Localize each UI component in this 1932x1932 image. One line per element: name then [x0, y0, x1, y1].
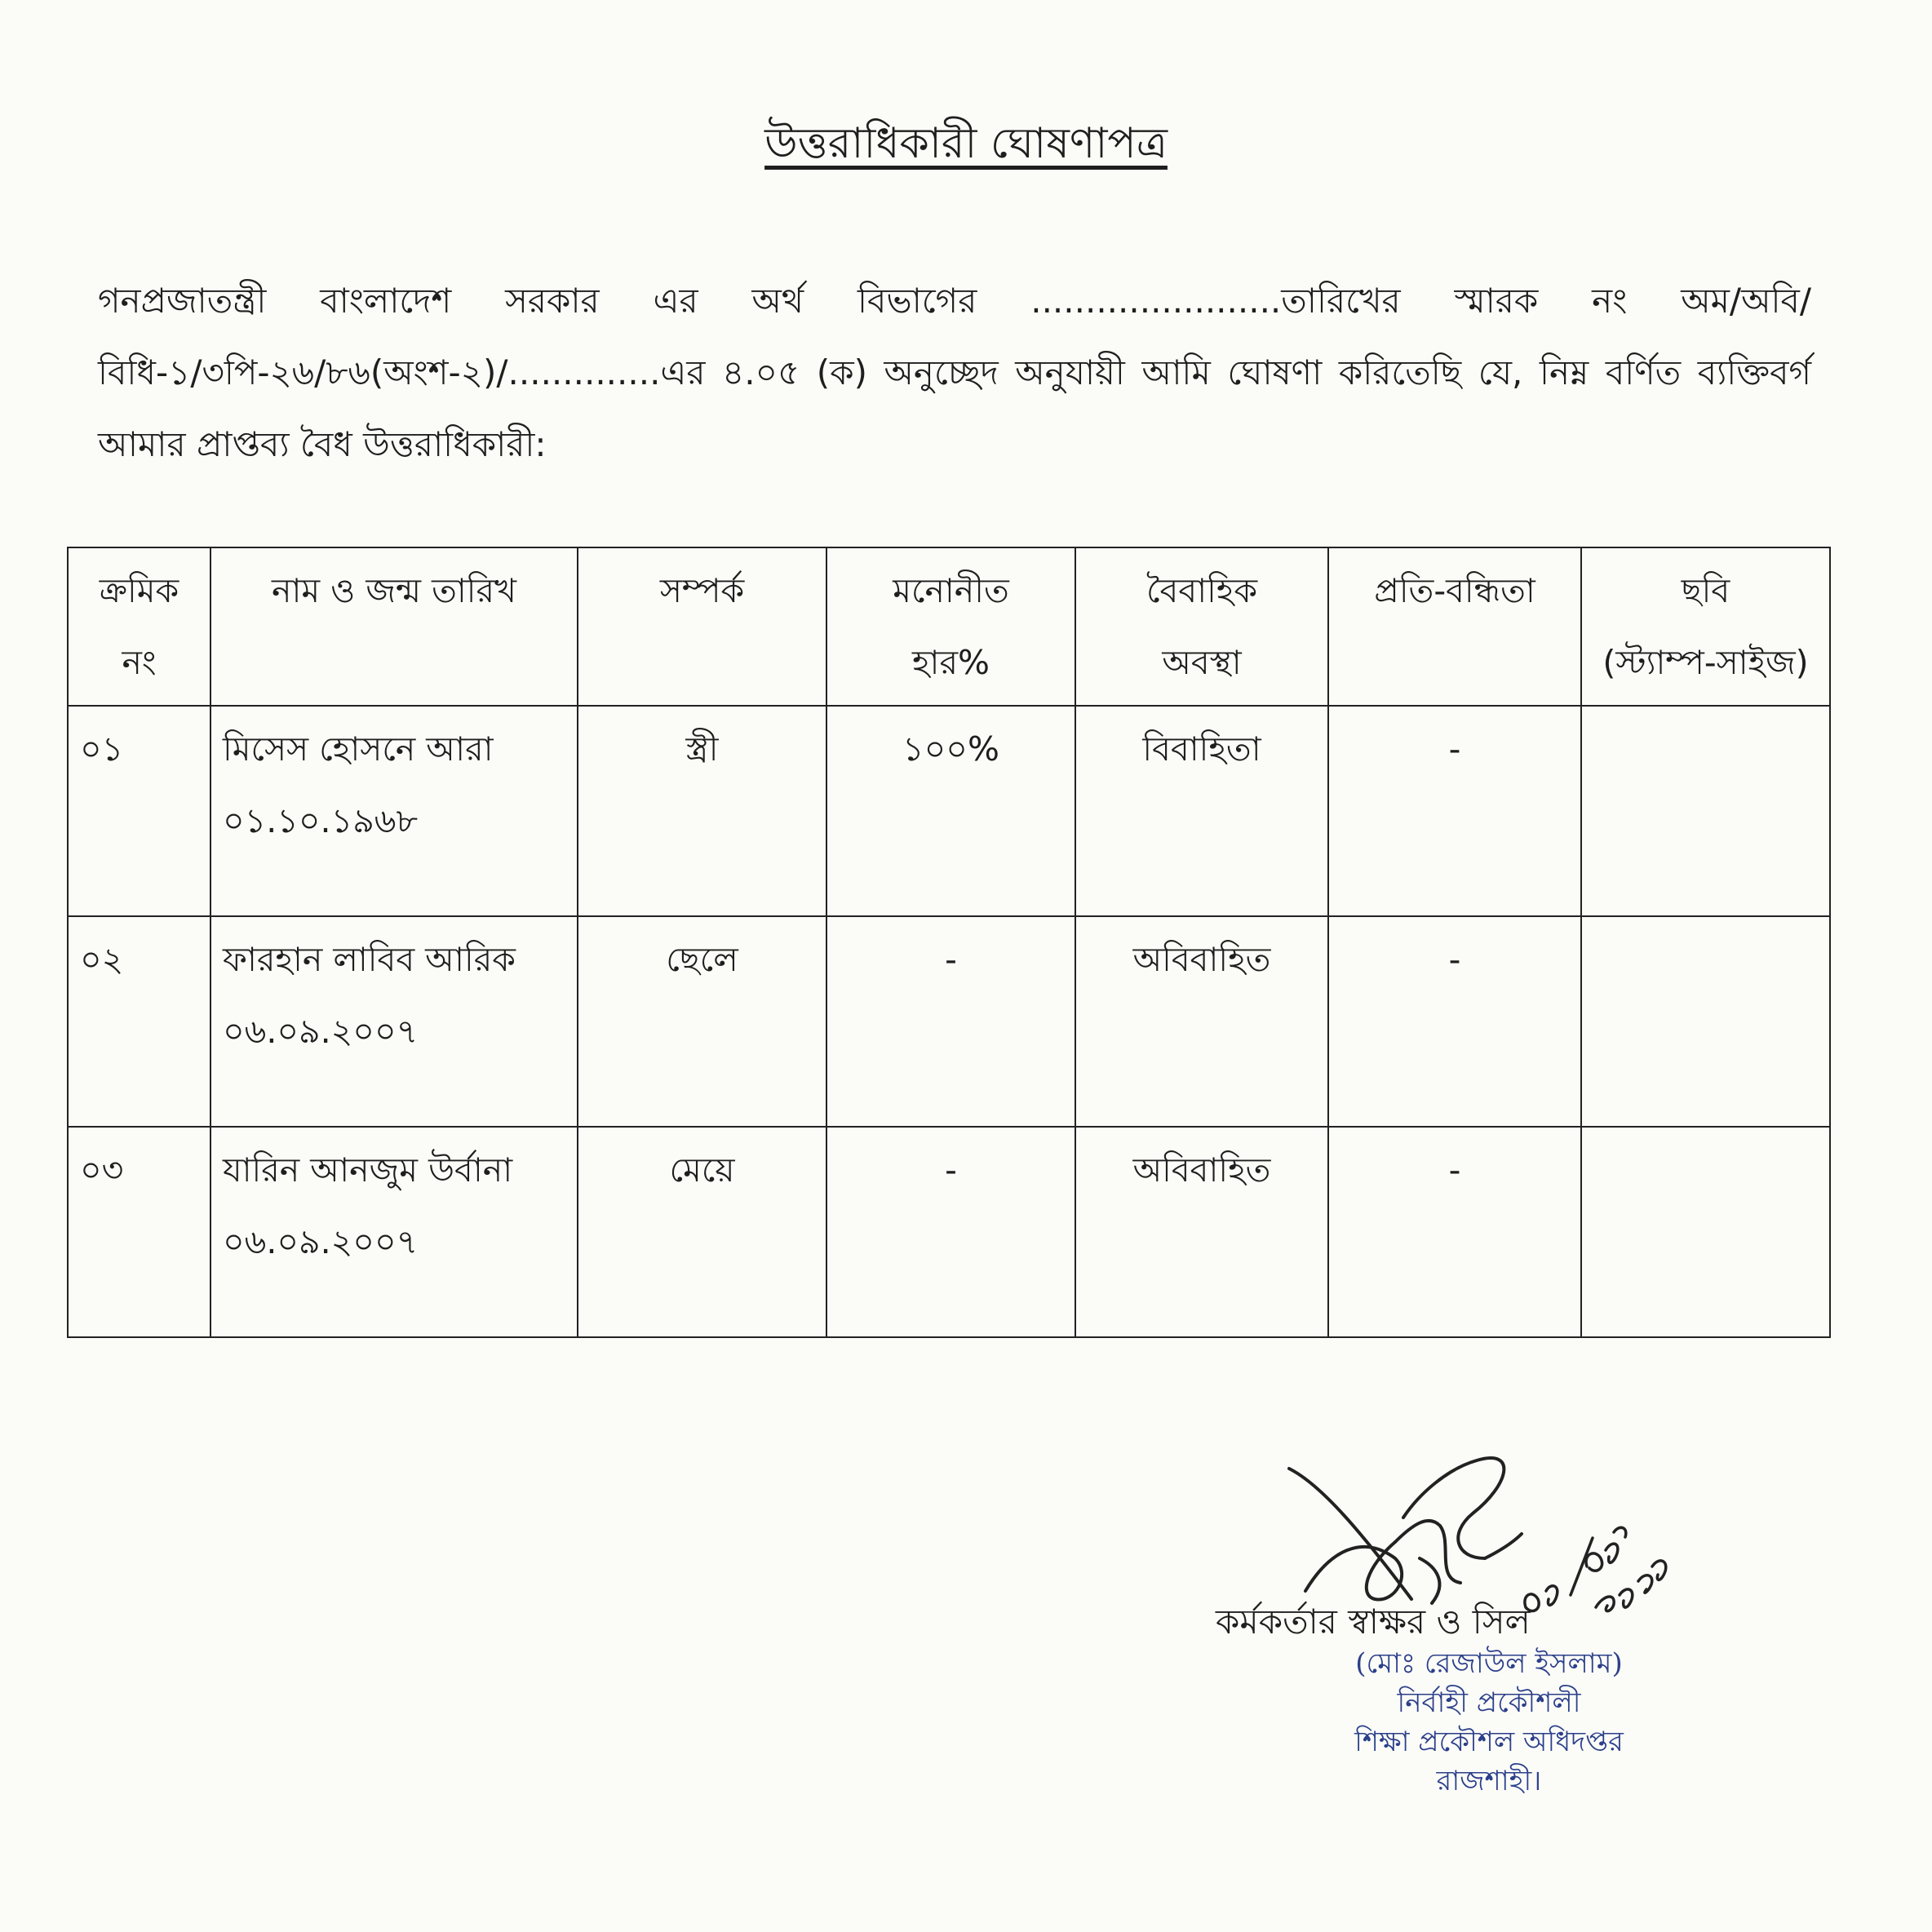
cell-serial: ০১: [68, 706, 210, 916]
cell-disability: -: [1328, 706, 1581, 916]
cell-disability: -: [1328, 916, 1581, 1127]
cell-relation: ছেলে: [578, 916, 826, 1127]
cell-serial: ০২: [68, 916, 210, 1127]
table-row: [68, 706, 1830, 916]
cell-photo: [1581, 916, 1830, 1127]
table-row: [68, 1127, 1830, 1337]
heir-name: ফারহান লাবিব আরিক: [223, 940, 516, 979]
cell-share: ১০০%: [826, 706, 1075, 916]
header-serial: ক্রমিক নং: [68, 547, 210, 706]
table-header-row: [68, 547, 1830, 706]
header-disability: প্রতি-বন্ধিতা: [1328, 547, 1581, 706]
heir-dob: ০৬.০৯.২০০৭: [223, 1012, 419, 1051]
cell-name-dob: [210, 706, 578, 916]
header-marital-status: বৈবাহিক অবস্থা: [1075, 547, 1328, 706]
header-name-dob: নাম ও জন্ম তারিখ: [210, 547, 578, 706]
document-title: [0, 110, 1932, 181]
heir-name: যারিন আনজুম উর্বানা: [223, 1150, 513, 1190]
cell-share: -: [826, 1127, 1075, 1337]
cell-marital-status: বিবাহিতা: [1075, 706, 1328, 916]
heir-dob: ০৬.০৯.২০০৭: [223, 1222, 419, 1261]
table-row: [68, 916, 1830, 1127]
heir-name: মিসেস হোসনে আরা: [223, 729, 494, 769]
cell-serial: ০৩: [68, 1127, 210, 1337]
document-title-text: উত্তরাধিকারী ঘোষণাপত্র: [764, 119, 1168, 168]
cell-photo: [1581, 706, 1830, 916]
seal-line-name: (মোঃ রেজাউল ইসলাম): [1355, 1647, 1623, 1680]
seal-line-office: শিক্ষা প্রকৌশল অধিদপ্তর: [1354, 1726, 1624, 1758]
header-photo: ছবি (স্ট্যাম্প-সাইজ): [1581, 547, 1830, 706]
header-share: মনোনীত হার%: [826, 547, 1075, 706]
seal-line-location: রাজশাহী।: [1436, 1765, 1542, 1797]
header-relation: সম্পর্ক: [578, 547, 826, 706]
signature-block: [1183, 1436, 1754, 1803]
heir-dob: ০১.১০.১৯৬৮: [223, 801, 419, 840]
cell-relation: মেয়ে: [578, 1127, 826, 1337]
cell-marital-status: অবিবাহিত: [1075, 1127, 1328, 1337]
cell-name-dob: [210, 916, 578, 1127]
cell-name-dob: [210, 1127, 578, 1337]
cell-photo: [1581, 1127, 1830, 1337]
cell-marital-status: অবিবাহিত: [1075, 916, 1328, 1127]
cell-relation: স্ত্রী: [578, 706, 826, 916]
heirs-table: [67, 547, 1831, 1338]
official-seal: [1309, 1644, 1668, 1801]
seal-line-designation: নির্বাহী প্রকৌশলী: [1397, 1686, 1581, 1719]
intro-paragraph: গনপ্রজাতন্ত্রী বাংলাদেশ সরকার এর অর্থ বিভাগের .......................তারিখের স্মারক নং অম/অবি/বিধি-১/৩পি-২৬/৮৬(অংশ-২)/..............এর ৪.০৫ (ক) অনুচ্ছেদ অনুযায়ী আমি ঘোষণা করিতেছি যে, নিম্ন বর্ণিত ব্যক্তিবর্গ আমার প্রাপ্তব্য বৈধ উত্তরাধিকারী:: [98, 281, 1811, 464]
cell-share: -: [826, 916, 1075, 1127]
signature-label: কর্মকর্তার স্বাক্ষর ও সিল: [1216, 1602, 1531, 1642]
cell-disability: -: [1328, 1127, 1581, 1337]
